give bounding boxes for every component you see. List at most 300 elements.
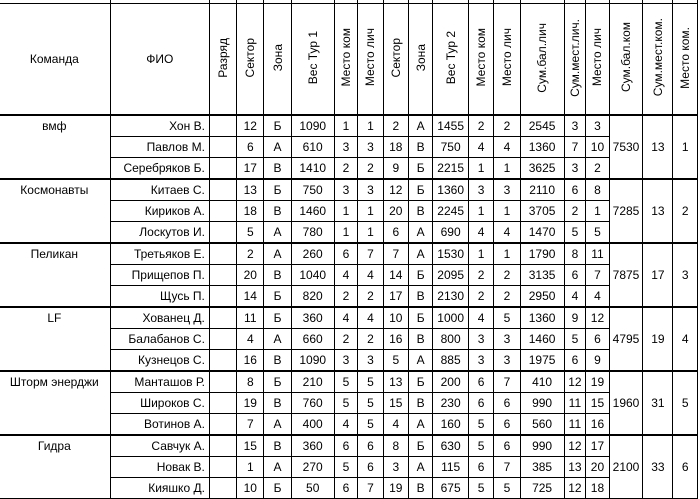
place-team1-cell[interactable]: 3 xyxy=(334,350,357,372)
sum-pers-places-cell[interactable]: 9 xyxy=(564,307,586,329)
sum-pers-places-cell[interactable]: 4 xyxy=(564,286,586,308)
place-team2-cell[interactable]: 6 xyxy=(468,371,493,393)
zone1-cell[interactable]: В xyxy=(264,393,291,414)
pers-place-cell[interactable]: 3 xyxy=(586,115,609,137)
rank-cell[interactable] xyxy=(209,286,236,308)
pers-place-cell[interactable]: 19 xyxy=(586,371,609,393)
weight1-cell[interactable]: 1040 xyxy=(291,265,334,286)
sector2-cell[interactable]: 6 xyxy=(383,222,408,244)
weight2-cell[interactable]: 2130 xyxy=(433,286,469,308)
sector1-cell[interactable]: 14 xyxy=(237,286,264,308)
rank-cell[interactable] xyxy=(209,457,236,478)
header-sum-team-points[interactable] xyxy=(609,4,643,116)
weight1-cell[interactable]: 1090 xyxy=(291,115,334,137)
sum-pers-places-cell[interactable]: 12 xyxy=(564,435,586,457)
place-pers2-cell[interactable]: 4 xyxy=(494,222,520,244)
sector2-cell[interactable]: 17 xyxy=(383,286,408,308)
rank-cell[interactable] xyxy=(209,179,236,201)
fio-cell[interactable]: Балабанов С. xyxy=(110,329,209,350)
sum-pers-points-cell[interactable]: 990 xyxy=(520,435,564,457)
sector1-cell[interactable]: 7 xyxy=(237,414,264,436)
place-team2-cell[interactable]: 6 xyxy=(468,393,493,414)
zone1-cell[interactable]: В xyxy=(264,435,291,457)
sector1-cell[interactable]: 13 xyxy=(237,179,264,201)
place-pers1-cell[interactable]: 2 xyxy=(358,329,383,350)
team-place-cell[interactable]: 2 xyxy=(673,179,698,243)
zone2-cell[interactable]: Б xyxy=(408,371,432,393)
sector2-cell[interactable]: 14 xyxy=(383,265,408,286)
rank-cell[interactable] xyxy=(209,243,236,265)
header-zone2[interactable] xyxy=(408,4,432,116)
weight2-cell[interactable]: 1000 xyxy=(433,307,469,329)
zone2-cell[interactable]: Б xyxy=(408,307,432,329)
header-place-pers1[interactable] xyxy=(358,4,383,116)
sum-pers-places-cell[interactable]: 12 xyxy=(564,371,586,393)
fio-cell[interactable]: Широков С. xyxy=(110,393,209,414)
weight1-cell[interactable]: 1460 xyxy=(291,201,334,222)
header-weight1[interactable] xyxy=(291,4,334,116)
weight1-cell[interactable]: 780 xyxy=(291,222,334,244)
header-sum-team-places[interactable] xyxy=(643,4,673,116)
sum-pers-points-cell[interactable]: 1360 xyxy=(520,307,564,329)
weight1-cell[interactable]: 660 xyxy=(291,329,334,350)
sector1-cell[interactable]: 10 xyxy=(237,478,264,499)
fio-cell[interactable]: Щусь П. xyxy=(110,286,209,308)
place-team2-cell[interactable]: 5 xyxy=(468,435,493,457)
zone1-cell[interactable]: А xyxy=(264,243,291,265)
place-team2-cell[interactable]: 3 xyxy=(468,350,493,372)
rank-cell[interactable] xyxy=(209,158,236,180)
zone1-cell[interactable]: А xyxy=(264,457,291,478)
sum-pers-points-cell[interactable]: 560 xyxy=(520,414,564,436)
zone2-cell[interactable]: В xyxy=(408,286,432,308)
weight2-cell[interactable]: 885 xyxy=(433,350,469,372)
sector2-cell[interactable]: 16 xyxy=(383,329,408,350)
place-pers2-cell[interactable]: 5 xyxy=(494,307,520,329)
weight2-cell[interactable]: 230 xyxy=(433,393,469,414)
zone1-cell[interactable]: Б xyxy=(264,286,291,308)
pers-place-cell[interactable]: 6 xyxy=(586,329,609,350)
weight2-cell[interactable]: 630 xyxy=(433,435,469,457)
sum-team-places-cell[interactable]: 19 xyxy=(643,307,673,371)
sum-team-places-cell[interactable]: 31 xyxy=(643,371,673,435)
sum-pers-places-cell[interactable]: 3 xyxy=(564,115,586,137)
zone1-cell[interactable]: В xyxy=(264,265,291,286)
zone1-cell[interactable]: А xyxy=(264,414,291,436)
sector1-cell[interactable]: 5 xyxy=(237,222,264,244)
place-pers1-cell[interactable]: 4 xyxy=(358,307,383,329)
header-zone1[interactable] xyxy=(264,4,291,116)
header-sum-pers-points[interactable] xyxy=(520,4,564,116)
zone2-cell[interactable]: А xyxy=(408,243,432,265)
pers-place-cell[interactable]: 15 xyxy=(586,393,609,414)
weight2-cell[interactable]: 115 xyxy=(433,457,469,478)
place-team2-cell[interactable]: 5 xyxy=(468,478,493,499)
header-place-team1[interactable] xyxy=(334,4,357,116)
place-pers2-cell[interactable]: 5 xyxy=(494,478,520,499)
sector2-cell[interactable]: 4 xyxy=(383,414,408,436)
place-team1-cell[interactable]: 1 xyxy=(334,115,357,137)
weight2-cell[interactable]: 200 xyxy=(433,371,469,393)
sum-team-places-cell[interactable]: 13 xyxy=(643,179,673,243)
place-team1-cell[interactable]: 4 xyxy=(334,307,357,329)
pers-place-cell[interactable]: 7 xyxy=(586,265,609,286)
weight2-cell[interactable]: 2245 xyxy=(433,201,469,222)
sector2-cell[interactable]: 7 xyxy=(383,243,408,265)
weight1-cell[interactable]: 50 xyxy=(291,478,334,499)
place-team2-cell[interactable]: 4 xyxy=(468,307,493,329)
team-place-cell[interactable]: 4 xyxy=(673,307,698,371)
zone1-cell[interactable]: А xyxy=(264,137,291,158)
sum-pers-places-cell[interactable]: 6 xyxy=(564,179,586,201)
place-pers1-cell[interactable]: 5 xyxy=(358,414,383,436)
sum-team-points-cell[interactable]: 2100 xyxy=(609,435,643,499)
place-pers2-cell[interactable]: 4 xyxy=(494,137,520,158)
weight2-cell[interactable]: 2215 xyxy=(433,158,469,180)
fio-cell[interactable]: Савчук А. xyxy=(110,435,209,457)
sum-pers-places-cell[interactable]: 11 xyxy=(564,414,586,436)
weight2-cell[interactable]: 690 xyxy=(433,222,469,244)
sector1-cell[interactable]: 20 xyxy=(237,265,264,286)
sector1-cell[interactable]: 18 xyxy=(237,201,264,222)
place-team1-cell[interactable]: 4 xyxy=(334,414,357,436)
sum-pers-points-cell[interactable]: 2950 xyxy=(520,286,564,308)
sum-team-points-cell[interactable]: 4795 xyxy=(609,307,643,371)
header-fio[interactable]: ФИО xyxy=(110,4,209,116)
pers-place-cell[interactable]: 12 xyxy=(586,307,609,329)
sector2-cell[interactable]: 18 xyxy=(383,137,408,158)
rank-cell[interactable] xyxy=(209,478,236,499)
pers-place-cell[interactable]: 20 xyxy=(586,457,609,478)
sum-pers-places-cell[interactable]: 7 xyxy=(564,137,586,158)
weight2-cell[interactable]: 160 xyxy=(433,414,469,436)
rank-cell[interactable] xyxy=(209,329,236,350)
sum-pers-points-cell[interactable]: 385 xyxy=(520,457,564,478)
weight1-cell[interactable]: 1090 xyxy=(291,350,334,372)
place-team1-cell[interactable]: 6 xyxy=(334,435,357,457)
zone1-cell[interactable]: А xyxy=(264,329,291,350)
place-pers2-cell[interactable]: 6 xyxy=(494,393,520,414)
fio-cell[interactable]: Кияшко Д. xyxy=(110,478,209,499)
header-sum-pers-places[interactable] xyxy=(564,4,586,116)
sum-pers-places-cell[interactable]: 5 xyxy=(564,329,586,350)
place-pers2-cell[interactable]: 3 xyxy=(494,329,520,350)
header-rank[interactable] xyxy=(209,4,236,116)
place-pers1-cell[interactable]: 3 xyxy=(358,137,383,158)
place-team1-cell[interactable]: 6 xyxy=(334,243,357,265)
sector2-cell[interactable]: 19 xyxy=(383,478,408,499)
pers-place-cell[interactable]: 1 xyxy=(586,201,609,222)
place-pers1-cell[interactable]: 6 xyxy=(358,435,383,457)
sum-team-points-cell[interactable]: 1960 xyxy=(609,371,643,435)
place-team2-cell[interactable]: 5 xyxy=(468,414,493,436)
place-team1-cell[interactable]: 4 xyxy=(334,265,357,286)
pers-place-cell[interactable]: 10 xyxy=(586,137,609,158)
place-pers2-cell[interactable]: 2 xyxy=(494,265,520,286)
header-weight2[interactable] xyxy=(433,4,469,116)
sector1-cell[interactable]: 6 xyxy=(237,137,264,158)
zone1-cell[interactable]: Б xyxy=(264,371,291,393)
place-pers2-cell[interactable]: 1 xyxy=(494,201,520,222)
place-pers2-cell[interactable]: 2 xyxy=(494,115,520,137)
zone2-cell[interactable]: Б xyxy=(408,265,432,286)
fio-cell[interactable]: Серебряков Б. xyxy=(110,158,209,180)
team-place-cell[interactable]: 1 xyxy=(673,115,698,179)
weight1-cell[interactable]: 210 xyxy=(291,371,334,393)
place-team1-cell[interactable]: 3 xyxy=(334,137,357,158)
zone1-cell[interactable]: Б xyxy=(264,478,291,499)
sum-pers-places-cell[interactable]: 13 xyxy=(564,457,586,478)
sum-pers-places-cell[interactable]: 12 xyxy=(564,478,586,499)
pers-place-cell[interactable]: 11 xyxy=(586,243,609,265)
place-pers2-cell[interactable]: 7 xyxy=(494,457,520,478)
sector1-cell[interactable]: 19 xyxy=(237,393,264,414)
sum-team-places-cell[interactable]: 17 xyxy=(643,243,673,307)
place-pers1-cell[interactable]: 7 xyxy=(358,478,383,499)
sector1-cell[interactable]: 15 xyxy=(237,435,264,457)
weight2-cell[interactable]: 2095 xyxy=(433,265,469,286)
sector2-cell[interactable]: 5 xyxy=(383,350,408,372)
weight1-cell[interactable]: 750 xyxy=(291,179,334,201)
weight2-cell[interactable]: 675 xyxy=(433,478,469,499)
zone1-cell[interactable]: А xyxy=(264,222,291,244)
place-team2-cell[interactable]: 1 xyxy=(468,158,493,180)
sum-pers-places-cell[interactable]: 8 xyxy=(564,243,586,265)
place-team2-cell[interactable]: 4 xyxy=(468,137,493,158)
header-pers-place[interactable] xyxy=(586,4,609,116)
sector2-cell[interactable]: 20 xyxy=(383,201,408,222)
sum-pers-places-cell[interactable]: 6 xyxy=(564,265,586,286)
pers-place-cell[interactable]: 16 xyxy=(586,414,609,436)
place-team1-cell[interactable]: 2 xyxy=(334,329,357,350)
rank-cell[interactable] xyxy=(209,414,236,436)
fio-cell[interactable]: Кириков А. xyxy=(110,201,209,222)
fio-cell[interactable]: Манташов Р. xyxy=(110,371,209,393)
place-team1-cell[interactable]: 2 xyxy=(334,158,357,180)
rank-cell[interactable] xyxy=(209,435,236,457)
weight2-cell[interactable]: 750 xyxy=(433,137,469,158)
sector1-cell[interactable]: 17 xyxy=(237,158,264,180)
place-pers1-cell[interactable]: 5 xyxy=(358,393,383,414)
place-team2-cell[interactable]: 2 xyxy=(468,286,493,308)
pers-place-cell[interactable]: 5 xyxy=(586,222,609,244)
weight2-cell[interactable]: 800 xyxy=(433,329,469,350)
sum-pers-points-cell[interactable]: 410 xyxy=(520,371,564,393)
sector1-cell[interactable]: 16 xyxy=(237,350,264,372)
sector2-cell[interactable]: 8 xyxy=(383,435,408,457)
weight1-cell[interactable]: 400 xyxy=(291,414,334,436)
place-team2-cell[interactable]: 4 xyxy=(468,222,493,244)
rank-cell[interactable] xyxy=(209,393,236,414)
weight1-cell[interactable]: 820 xyxy=(291,286,334,308)
sum-team-points-cell[interactable]: 7530 xyxy=(609,115,643,179)
zone2-cell[interactable]: В xyxy=(408,393,432,414)
zone2-cell[interactable]: А xyxy=(408,457,432,478)
weight1-cell[interactable]: 760 xyxy=(291,393,334,414)
rank-cell[interactable] xyxy=(209,222,236,244)
sector2-cell[interactable]: 9 xyxy=(383,158,408,180)
place-team1-cell[interactable]: 3 xyxy=(334,179,357,201)
place-pers1-cell[interactable]: 1 xyxy=(358,222,383,244)
sum-pers-points-cell[interactable]: 3705 xyxy=(520,201,564,222)
place-pers1-cell[interactable]: 7 xyxy=(358,243,383,265)
header-team-place[interactable] xyxy=(673,4,698,116)
sector2-cell[interactable]: 2 xyxy=(383,115,408,137)
place-team2-cell[interactable]: 2 xyxy=(468,265,493,286)
place-pers2-cell[interactable]: 3 xyxy=(494,179,520,201)
place-pers1-cell[interactable]: 1 xyxy=(358,201,383,222)
zone1-cell[interactable]: Б xyxy=(264,115,291,137)
fio-cell[interactable]: Кузнецов С. xyxy=(110,350,209,372)
zone2-cell[interactable]: А xyxy=(408,222,432,244)
place-pers2-cell[interactable]: 6 xyxy=(494,414,520,436)
pers-place-cell[interactable]: 8 xyxy=(586,179,609,201)
header-place-pers2[interactable] xyxy=(494,4,520,116)
sector1-cell[interactable]: 12 xyxy=(237,115,264,137)
sum-pers-points-cell[interactable]: 990 xyxy=(520,393,564,414)
sum-pers-points-cell[interactable]: 1460 xyxy=(520,329,564,350)
team-name-cell[interactable]: LF xyxy=(0,307,110,371)
rank-cell[interactable] xyxy=(209,115,236,137)
zone2-cell[interactable]: В xyxy=(408,478,432,499)
fio-cell[interactable]: Третьяков Е. xyxy=(110,243,209,265)
sum-pers-points-cell[interactable]: 725 xyxy=(520,478,564,499)
place-team1-cell[interactable]: 2 xyxy=(334,286,357,308)
zone2-cell[interactable]: В xyxy=(408,137,432,158)
fio-cell[interactable]: Прищепов П. xyxy=(110,265,209,286)
sector2-cell[interactable]: 3 xyxy=(383,457,408,478)
sum-pers-points-cell[interactable]: 1470 xyxy=(520,222,564,244)
sum-pers-places-cell[interactable]: 2 xyxy=(564,201,586,222)
place-team2-cell[interactable]: 3 xyxy=(468,179,493,201)
place-team2-cell[interactable]: 1 xyxy=(468,201,493,222)
sector2-cell[interactable]: 10 xyxy=(383,307,408,329)
rank-cell[interactable] xyxy=(209,137,236,158)
header-team[interactable]: Команда xyxy=(0,4,110,116)
team-place-cell[interactable]: 6 xyxy=(673,435,698,499)
fio-cell[interactable]: Хон В. xyxy=(110,115,209,137)
zone1-cell[interactable]: Б xyxy=(264,307,291,329)
place-pers1-cell[interactable]: 3 xyxy=(358,179,383,201)
sum-pers-places-cell[interactable]: 11 xyxy=(564,393,586,414)
place-pers1-cell[interactable]: 2 xyxy=(358,286,383,308)
team-name-cell[interactable]: Пеликан xyxy=(0,243,110,307)
weight2-cell[interactable]: 1360 xyxy=(433,179,469,201)
team-name-cell[interactable]: Гидра xyxy=(0,435,110,499)
pers-place-cell[interactable]: 4 xyxy=(586,286,609,308)
fio-cell[interactable]: Китаев С. xyxy=(110,179,209,201)
place-team1-cell[interactable]: 5 xyxy=(334,457,357,478)
sum-pers-points-cell[interactable]: 1975 xyxy=(520,350,564,372)
place-pers1-cell[interactable]: 2 xyxy=(358,158,383,180)
sector2-cell[interactable]: 15 xyxy=(383,393,408,414)
header-sector2[interactable] xyxy=(383,4,408,116)
fio-cell[interactable]: Хованец Д. xyxy=(110,307,209,329)
header-place-team2[interactable] xyxy=(468,4,493,116)
place-pers2-cell[interactable]: 3 xyxy=(494,350,520,372)
fio-cell[interactable]: Новак В. xyxy=(110,457,209,478)
place-team2-cell[interactable]: 1 xyxy=(468,243,493,265)
zone2-cell[interactable]: А xyxy=(408,414,432,436)
place-pers2-cell[interactable]: 7 xyxy=(494,371,520,393)
fio-cell[interactable]: Павлов М. xyxy=(110,137,209,158)
team-place-cell[interactable]: 5 xyxy=(673,371,698,435)
zone2-cell[interactable]: Б xyxy=(408,179,432,201)
zone2-cell[interactable]: А xyxy=(408,115,432,137)
team-name-cell[interactable]: вмф xyxy=(0,115,110,179)
weight1-cell[interactable]: 360 xyxy=(291,307,334,329)
zone1-cell[interactable]: В xyxy=(264,201,291,222)
sector1-cell[interactable]: 4 xyxy=(237,329,264,350)
sector1-cell[interactable]: 8 xyxy=(237,371,264,393)
weight2-cell[interactable]: 1530 xyxy=(433,243,469,265)
weight2-cell[interactable]: 1455 xyxy=(433,115,469,137)
fio-cell[interactable]: Вотинов А. xyxy=(110,414,209,436)
sum-pers-points-cell[interactable]: 2545 xyxy=(520,115,564,137)
weight1-cell[interactable]: 270 xyxy=(291,457,334,478)
zone2-cell[interactable]: В xyxy=(408,329,432,350)
pers-place-cell[interactable]: 2 xyxy=(586,158,609,180)
header-sector1[interactable] xyxy=(237,4,264,116)
place-pers1-cell[interactable]: 3 xyxy=(358,350,383,372)
rank-cell[interactable] xyxy=(209,201,236,222)
place-team1-cell[interactable]: 5 xyxy=(334,371,357,393)
sum-team-places-cell[interactable]: 13 xyxy=(643,115,673,179)
sector1-cell[interactable]: 11 xyxy=(237,307,264,329)
team-name-cell[interactable]: Космонавты xyxy=(0,179,110,243)
fio-cell[interactable]: Лоскутов И. xyxy=(110,222,209,244)
place-pers1-cell[interactable]: 4 xyxy=(358,265,383,286)
sum-pers-places-cell[interactable]: 6 xyxy=(564,350,586,372)
weight1-cell[interactable]: 1410 xyxy=(291,158,334,180)
zone1-cell[interactable]: В xyxy=(264,158,291,180)
zone2-cell[interactable]: А xyxy=(408,350,432,372)
zone1-cell[interactable]: В xyxy=(264,350,291,372)
zone2-cell[interactable]: Б xyxy=(408,435,432,457)
place-team1-cell[interactable]: 1 xyxy=(334,222,357,244)
pers-place-cell[interactable]: 9 xyxy=(586,350,609,372)
sector1-cell[interactable]: 1 xyxy=(237,457,264,478)
place-pers2-cell[interactable]: 6 xyxy=(494,435,520,457)
place-pers1-cell[interactable]: 5 xyxy=(358,371,383,393)
sum-team-places-cell[interactable]: 33 xyxy=(643,435,673,499)
sector2-cell[interactable]: 12 xyxy=(383,179,408,201)
zone2-cell[interactable]: Б xyxy=(408,158,432,180)
sum-team-points-cell[interactable]: 7285 xyxy=(609,179,643,243)
pers-place-cell[interactable]: 18 xyxy=(586,478,609,499)
sum-pers-places-cell[interactable]: 3 xyxy=(564,158,586,180)
place-pers2-cell[interactable]: 2 xyxy=(494,286,520,308)
sector1-cell[interactable]: 2 xyxy=(237,243,264,265)
sum-pers-points-cell[interactable]: 3625 xyxy=(520,158,564,180)
sum-pers-points-cell[interactable]: 3135 xyxy=(520,265,564,286)
rank-cell[interactable] xyxy=(209,265,236,286)
place-team2-cell[interactable]: 6 xyxy=(468,457,493,478)
sum-pers-places-cell[interactable]: 5 xyxy=(564,222,586,244)
place-team1-cell[interactable]: 1 xyxy=(334,201,357,222)
team-name-cell[interactable]: Шторм энерджи xyxy=(0,371,110,435)
rank-cell[interactable] xyxy=(209,307,236,329)
place-team2-cell[interactable]: 3 xyxy=(468,329,493,350)
weight1-cell[interactable]: 360 xyxy=(291,435,334,457)
zone2-cell[interactable]: В xyxy=(408,201,432,222)
place-pers1-cell[interactable]: 1 xyxy=(358,115,383,137)
sum-pers-points-cell[interactable]: 1790 xyxy=(520,243,564,265)
place-pers2-cell[interactable]: 1 xyxy=(494,243,520,265)
place-team1-cell[interactable]: 6 xyxy=(334,478,357,499)
place-pers2-cell[interactable]: 1 xyxy=(494,158,520,180)
place-pers1-cell[interactable]: 6 xyxy=(358,457,383,478)
